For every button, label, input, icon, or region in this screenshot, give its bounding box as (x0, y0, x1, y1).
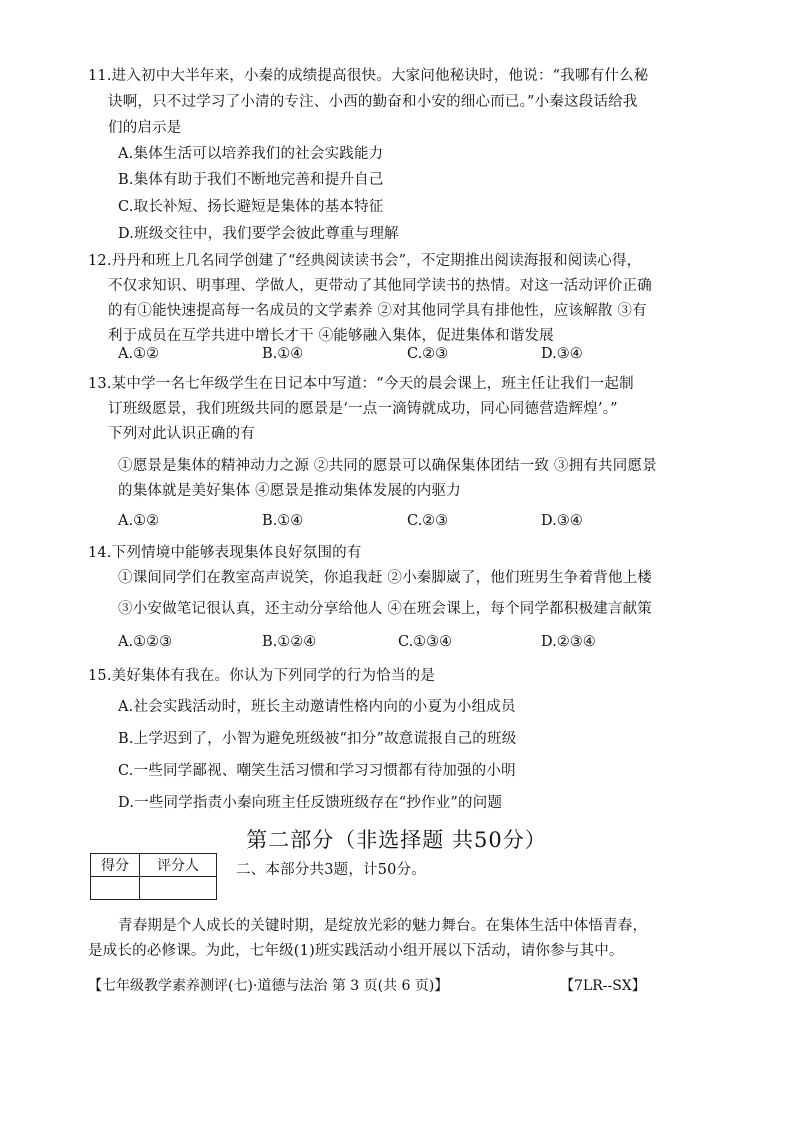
q12-option-a[interactable]: A.①② (118, 346, 160, 362)
q13-option-a[interactable]: A.①② (118, 513, 160, 529)
part2-title: 第二部分（非选择题 共50分） (246, 828, 547, 852)
footer-code: 【7LR--SX】 (560, 978, 646, 994)
score-header: 得分 (91, 854, 140, 877)
q12-stem-line-4: 利于成员在互学共进中增长才干 ④能够融入集体，促进集体和谐发展 (108, 328, 554, 344)
q14-option-c[interactable]: C.①③④ (398, 634, 453, 650)
q13-stem-line-1: 13.某中学一名七年级学生在日记本中写道：“今天的晨会课上，班主任让我们一起制 (88, 376, 634, 392)
part2-intro-line-1: 青春期是个人成长的关键时期，是绽放光彩的魅力舞台。在集体生活中体悟青春， (118, 918, 648, 934)
q11-option-d[interactable]: D.班级交往中，我们要学会彼此尊重与理解 (118, 226, 399, 242)
q14-option-d[interactable]: D.②③④ (541, 634, 596, 650)
part2-instruction: 二、本部分共3题，计50分。 (236, 862, 426, 878)
score-cell[interactable] (91, 877, 140, 900)
q15-option-a[interactable]: A.社会实践活动时，班长主动邀请性格内向的小夏为小组成员 (118, 699, 516, 715)
q12-stem-line-2: 不仅求知识、明事理、学做人，更带动了其他同学读书的热情。对这一活动评价正确 (108, 278, 652, 294)
q11-stem-line-1: 11.进入初中大半年来，小秦的成绩提高很快。大家问他秘诀时，他说：“我哪有什么秘 (88, 68, 649, 84)
q15-option-c[interactable]: C.一些同学鄙视、嘲笑生活习惯和学习习惯都有待加强的小明 (118, 763, 516, 779)
q12-option-d[interactable]: D.③④ (541, 346, 583, 362)
grader-header: 评分人 (140, 854, 217, 877)
q11-option-a[interactable]: A.集体生活可以培养我们的社会实践能力 (118, 146, 384, 162)
q14-items-line-1: ①课间同学们在教室高声说笑，你追我赶 ②小秦脚崴了，他们班男生争着背他上楼 (118, 570, 653, 586)
part2-intro-line-2: 是成长的必修课。为此，七年级(1)班实践活动小组开展以下活动，请你参与其中。 (88, 943, 624, 959)
q12-stem-line-1: 12.丹丹和班上几名同学创建了“经典阅读读书会”，不定期推出阅读海报和阅读心得， (88, 253, 642, 269)
q11-option-c[interactable]: C.取长补短、扬长避短是集体的基本特征 (118, 199, 384, 215)
grader-cell[interactable] (140, 877, 217, 900)
q11-option-b[interactable]: B.集体有助于我们不断地完善和提升自己 (118, 172, 384, 188)
q15-stem-line-1: 15.美好集体有我在。你认为下列同学的行为恰当的是 (88, 668, 436, 684)
q11-stem-line-3: 们的启示是 (108, 120, 182, 136)
q12-option-c[interactable]: C.②③ (407, 346, 449, 362)
q13-option-c[interactable]: C.②③ (407, 513, 449, 529)
q13-items-line-2: 的集体就是美好集体 ④愿景是推动集体发展的内驱力 (118, 483, 461, 499)
q15-option-b[interactable]: B.上学迟到了，小智为避免班级被“扣分”故意谎报自己的班级 (118, 731, 517, 747)
q12-stem-line-3: 的有①能快速提高每一名成员的文学素养 ②对其他同学具有排他性，应该解散 ③有 (108, 303, 647, 319)
q14-items-line-2: ③小安做笔记很认真，还主动分享给他人 ④在班会课上，每个同学都积极建言献策 (118, 601, 653, 617)
q14-option-a[interactable]: A.①②③ (118, 634, 173, 650)
q13-items-line-1: ①愿景是集体的精神动力之源 ②共同的愿景可以确保集体团结一致 ③拥有共同愿景 (118, 458, 657, 474)
q13-stem-line-2: 订班级愿景，我们班级共同的愿景是‘一点一滴铸就成功，同心同德营造辉煌’。” (108, 401, 618, 417)
q15-option-d[interactable]: D.一些同学指责小秦向班主任反馈班级存在“抄作业”的问题 (118, 795, 503, 811)
q14-option-b[interactable]: B.①②④ (262, 634, 317, 650)
q13-option-d[interactable]: D.③④ (541, 513, 583, 529)
q13-stem-line-3: 下列对此认识正确的有 (108, 426, 255, 442)
q14-stem-line-1: 14.下列情境中能够表现集体良好氛围的有 (88, 545, 362, 561)
q13-option-b[interactable]: B.①④ (262, 513, 304, 529)
score-table (90, 853, 217, 900)
footer-page-info: 【七年级教学素养测评(七)·道德与法治 第 3 页(共 6 页)】 (88, 978, 449, 994)
q12-option-b[interactable]: B.①④ (262, 346, 304, 362)
q11-stem-line-2: 诀啊，只不过学习了小清的专注、小西的勤奋和小安的细心而已。”小秦这段话给我 (108, 94, 638, 110)
